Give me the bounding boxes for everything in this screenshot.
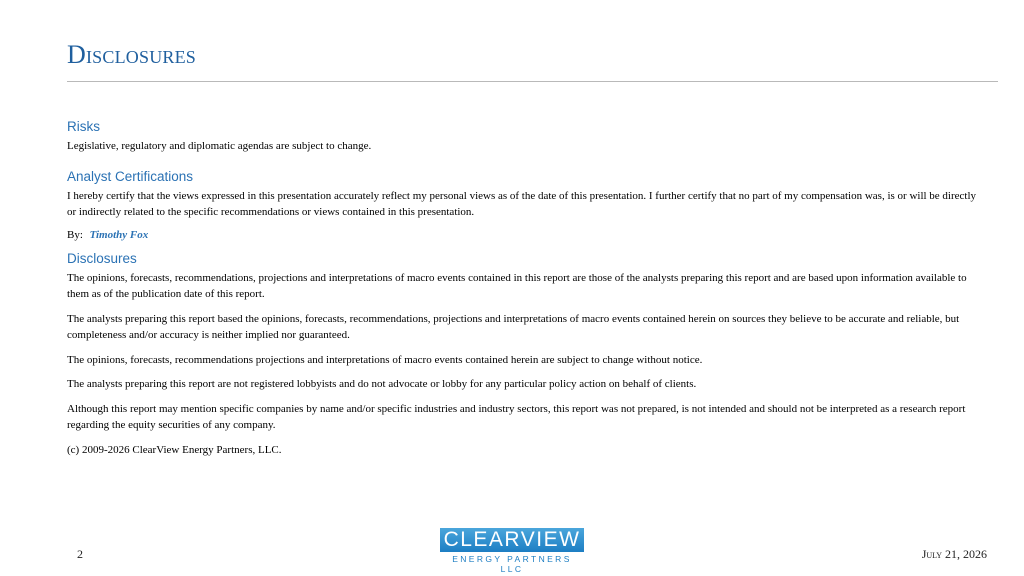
analyst-name: Timothy Fox [89,228,149,241]
copyright-line: (c) 2009-2026 ClearView Energy Partners, LLC. [67,443,282,456]
certifications-heading: Analyst Certifications [67,168,194,184]
risks-paragraph: Legislative, regulatory and diplomatic agendas are subject to change. [67,140,372,152]
disclosures-heading: Disclosures [67,250,137,266]
page-title: Disclosures [67,40,197,69]
disclosure-paragraph: The opinions, forecasts, recommendations, projections and interpretations of macro events contained in this report are those of the analysts preparing this report and are based upon information available to them as of the publication date of this report. [67,271,967,300]
page-number: 2 [77,547,83,561]
disclosure-paragraph: The analysts preparing this report based the opinions, forecasts, recommendations, projections and interpretations of macro events contained herein on sources they believe to be accurate and reliable, but completeness and/or accuracy is neither implied nor guaranteed. [67,312,960,341]
disclosure-paragraph: The analysts preparing this report are not registered lobbyists and do not advocate or lobby for any particular policy action on behalf of clients. [67,378,697,390]
by-label: By: [67,228,83,241]
content [67,119,987,466]
certification-paragraph: I hereby certify that the views expressed in this presentation accurately reflect my personal views as of the date of this presentation. I further certify that no part of my compensation was, is or will be directly or indirectly related to the specific recommendations or views contained in this presentation. [67,189,977,218]
disclosure-paragraph: Although this report may mention specific companies by name and/or specific industries and industry sectors, this report was not prepared, is not intended and should not be interpreted as a research report regarding the equity securities of any company. [67,402,966,431]
logo-main-text: CLEARVIEW [443,528,581,551]
logo-subtext: ENERGY PARTNERS LLC [452,554,572,574]
disclosure-paragraph: The opinions, forecasts, recommendations projections and interpretations of macro events contained herein are subject to change without notice. [67,353,703,366]
footer-date: July 21, 2026 [921,547,987,561]
clearview-logo [440,528,586,574]
risks-heading: Risks [67,119,100,134]
signature-line [67,229,987,241]
title-divider [67,81,998,82]
logo-box [440,528,584,552]
